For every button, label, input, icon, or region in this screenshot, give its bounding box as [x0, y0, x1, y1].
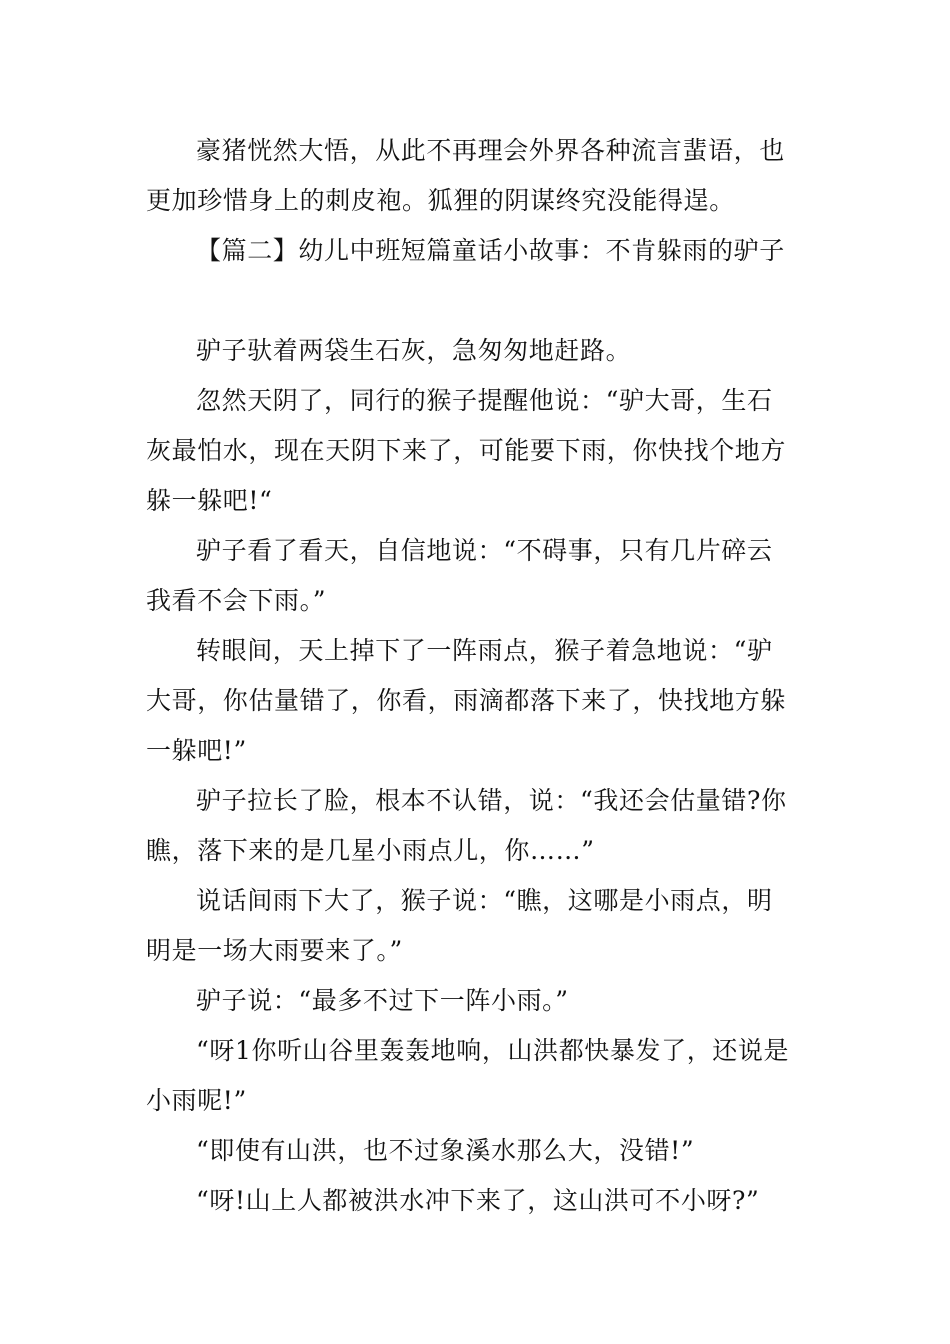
paragraph-line: 说话间雨下大了，猴子说：“瞧，这哪是小雨点，明 — [196, 886, 773, 915]
paragraph-line: 明是一场大雨要来了。” — [146, 936, 403, 965]
paragraph-line: 驴子拉长了脸，根本不认错，说：“我还会估量错?你 — [196, 786, 787, 815]
paragraph-line: 小雨呢!” — [146, 1086, 247, 1115]
paragraph-line: “呀1你听山谷里轰轰地响，山洪都快暴发了，还说是 — [196, 1036, 790, 1065]
paragraph-line: 更加珍惜身上的刺皮袍。狐狸的阴谋终究没能得逞。 — [146, 186, 735, 215]
paragraph-line: “即使有山洪，也不过象溪水那么大，没错!” — [196, 1136, 695, 1165]
paragraph-line: 驴子看了看天，自信地说：“不碍事，只有几片碎云 — [196, 536, 773, 565]
paragraph-line: 豪猪恍然大悟，从此不再理会外界各种流言蜚语，也 — [196, 136, 785, 165]
paragraph-line: 转眼间，天上掉下了一阵雨点，猴子着急地说：“驴 — [196, 636, 773, 665]
paragraph-line: 我看不会下雨。” — [146, 586, 327, 615]
paragraph-line: 忽然天阴了，同行的猴子提醒他说：“驴大哥，生石 — [196, 386, 773, 415]
paragraph-line: 瞧，落下来的是几星小雨点儿，你……” — [146, 836, 595, 865]
paragraph-line: 驴子说：“最多不过下一阵小雨。” — [196, 986, 569, 1015]
paragraph-line: 躲一躲吧!“ — [146, 486, 273, 515]
section-heading: 【篇二】幼儿中班短篇童话小故事：不肯躲雨的驴子 — [196, 236, 785, 265]
paragraph-line: 大哥，你估量错了，你看，雨滴都落下来了，快找地方躲 — [146, 686, 787, 715]
paragraph-line: 灰最怕水，现在天阴下来了，可能要下雨，你快找个地方 — [146, 436, 787, 465]
paragraph-line: 驴子驮着两袋生石灰，急匆匆地赶路。 — [196, 336, 632, 365]
paragraph-line: “呀!山上人都被洪水冲下来了，这山洪可不小呀?” — [196, 1186, 760, 1215]
paragraph-line: 一躲吧!” — [146, 736, 247, 765]
